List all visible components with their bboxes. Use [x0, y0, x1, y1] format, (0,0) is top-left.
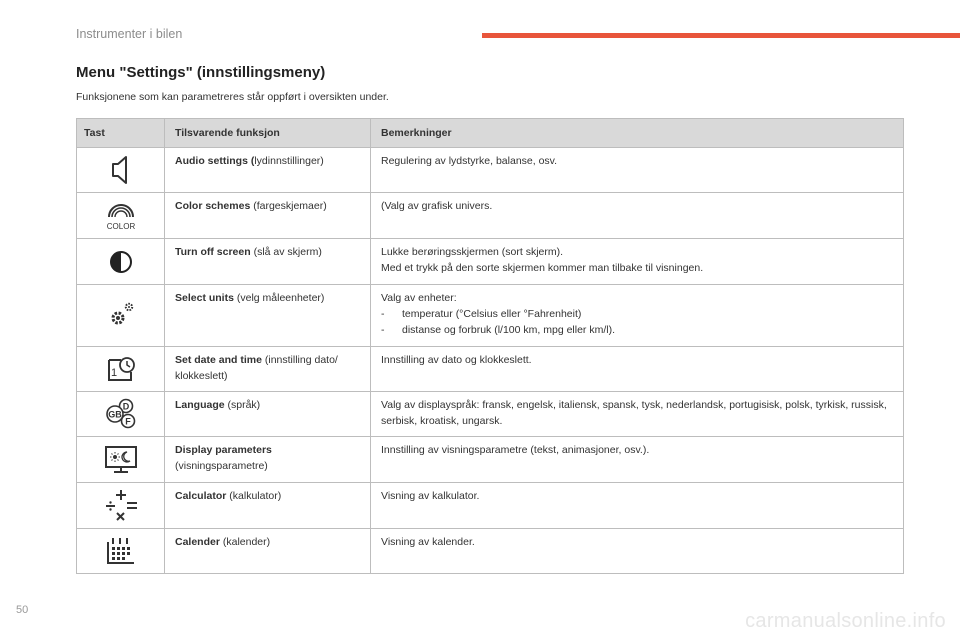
notes-cell: [371, 529, 904, 574]
language-icon-label-f: F: [124, 416, 131, 427]
note-line: Visning av kalender.: [381, 536, 475, 548]
note-line: Innstilling av dato og klokkeslett.: [381, 354, 532, 366]
settings-table: [76, 118, 904, 574]
display-monitor-icon: [102, 444, 140, 476]
function-desc: (språk): [224, 399, 261, 411]
function-cell: [165, 392, 371, 437]
dash-note-line: - temperatur (°Celsius eller °Fahrenheit): [381, 308, 582, 320]
function-desc: lydinnstillinger): [254, 155, 324, 167]
key-cell: [77, 529, 165, 574]
function-name: Turn off screen: [175, 246, 251, 258]
function-desc: (innstilling dato/ klokkeslett): [175, 354, 338, 382]
column-header-key: Tast: [77, 119, 165, 148]
table-row: [77, 347, 904, 392]
gears-icon: [104, 299, 138, 333]
function-cell: [165, 483, 371, 529]
note-line: Lukke berøringsskjermen (sort skjerm).: [381, 246, 564, 258]
function-desc: (fargeskjemaer): [250, 200, 327, 212]
note-line: Valg av enheter:: [381, 292, 457, 304]
language-icon-label-d: D: [122, 401, 129, 412]
notes-cell: [371, 193, 904, 239]
key-cell: [77, 347, 165, 392]
date-icon-label: 1: [110, 367, 117, 379]
page-title: Menu "Settings" (innstillingsmeny): [76, 64, 326, 81]
table-row: [77, 483, 904, 529]
language-icon-label-gb: GB: [107, 409, 122, 420]
color-icon-label: COLOR: [106, 221, 135, 231]
half-moon-circle-icon: [106, 247, 136, 277]
header-accent-bar: [482, 33, 960, 38]
key-cell: [77, 193, 165, 239]
key-cell: [77, 239, 165, 285]
speaker-icon: [106, 153, 136, 187]
function-desc: (slå av skjerm): [250, 246, 322, 258]
function-cell: [165, 347, 371, 392]
function-desc: (visningsparametre): [175, 460, 268, 472]
function-cell: [165, 193, 371, 239]
dash-note-text: distanse og forbruk (l/100 km, mpg eller km/l).: [402, 324, 615, 336]
function-name: Calender: [175, 536, 220, 548]
notes-cell: [371, 347, 904, 392]
function-name: Calculator: [175, 490, 227, 502]
color-rainbow-icon: [101, 199, 141, 233]
function-desc: (kalender): [219, 536, 271, 548]
notes-cell: [371, 437, 904, 483]
function-cell: [165, 239, 371, 285]
function-cell: [165, 529, 371, 574]
key-cell: [77, 483, 165, 529]
key-cell: [77, 285, 165, 347]
table-row: [77, 437, 904, 483]
function-desc: (velg måleenheter): [233, 292, 325, 304]
table-row: [77, 285, 904, 347]
function-name: Set date and time: [175, 354, 262, 366]
function-cell: [165, 285, 371, 347]
column-header-notes: Bemerkninger: [371, 119, 904, 148]
function-name: Language: [175, 399, 225, 411]
date-clock-icon: [103, 354, 139, 384]
note-line: Med et trykk på den sorte skjermen kommer man tilbake til visningen.: [381, 262, 704, 274]
calculator-icon: [101, 488, 141, 524]
function-name: Audio settings (: [175, 155, 255, 167]
function-name: Color schemes: [175, 200, 251, 212]
column-header-function: Tilsvarende funksjon: [165, 119, 371, 148]
note-line: Innstilling av visningsparametre (tekst, animasjoner, osv.).: [381, 444, 650, 456]
function-cell: [165, 148, 371, 193]
calendar-icon: [103, 534, 139, 568]
function-cell: [165, 437, 371, 483]
table-row: [77, 148, 904, 193]
notes-cell: [371, 285, 904, 347]
table-row: [77, 239, 904, 285]
note-line: Valg av displayspråk: fransk, engelsk, italiensk, spansk, tysk, nederlandsk, portugisisk, polsk, tyrkisk, russisk, serbisk, kroatisk, ungarsk.: [381, 399, 887, 427]
dash-note-line: - distanse og forbruk (l/100 km, mpg eller km/l).: [381, 324, 615, 336]
dash-note-text: temperatur (°Celsius eller °Fahrenheit): [402, 308, 582, 320]
page-number: 50: [16, 604, 29, 616]
function-name: Display parameters: [175, 444, 272, 456]
key-cell: [77, 148, 165, 193]
notes-cell: [371, 148, 904, 193]
table-row: [77, 392, 904, 437]
watermark: carmanualsonline.info: [745, 610, 946, 632]
note-line: (Valg av grafisk univers.: [381, 200, 493, 212]
intro-text: Funksjonene som kan parametreres står oppført i oversikten under.: [76, 91, 389, 103]
language-icon: [101, 397, 141, 431]
running-head: Instrumenter i bilen: [76, 27, 183, 41]
table-row: [77, 193, 904, 239]
notes-cell: [371, 239, 904, 285]
notes-cell: [371, 392, 904, 437]
function-desc: (kalkulator): [226, 490, 282, 502]
note-line: Regulering av lydstyrke, balanse, osv.: [381, 155, 558, 167]
notes-cell: [371, 483, 904, 529]
key-cell: [77, 437, 165, 483]
function-name: Select units: [175, 292, 234, 304]
table-row: [77, 529, 904, 574]
table-header-row: [77, 119, 904, 148]
note-line: Visning av kalkulator.: [381, 490, 480, 502]
key-cell: [77, 392, 165, 437]
